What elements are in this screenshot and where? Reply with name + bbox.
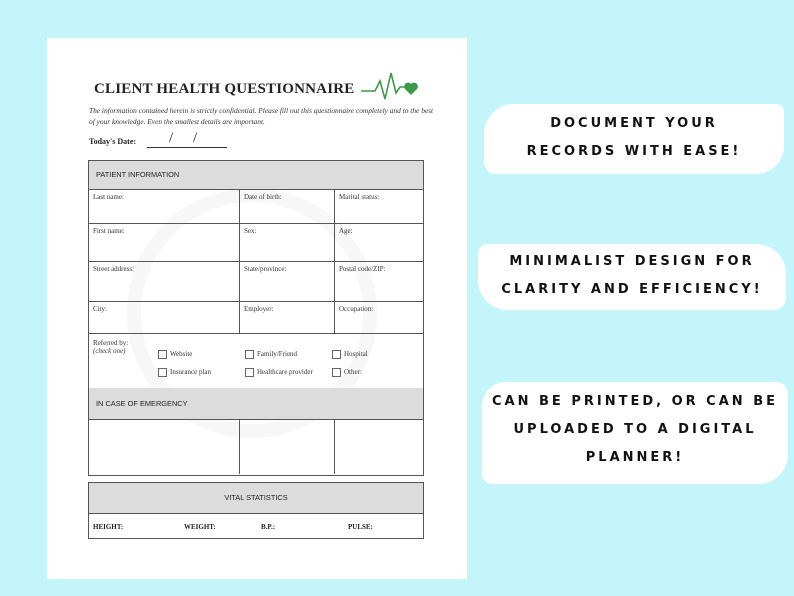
family-friend-checkbox[interactable] <box>245 350 254 359</box>
date-separator: / <box>169 130 174 146</box>
banner3-line3: PLANNER! <box>585 450 685 465</box>
healthcare-provider-label: Healthcare provider <box>257 368 313 376</box>
banner-print-or-digital <box>482 382 788 484</box>
bp-field[interactable]: B.P.: <box>261 523 276 531</box>
other-label: Other: <box>344 368 362 376</box>
postal-code-field[interactable]: Postal code/ZIP: <box>334 261 423 301</box>
vitals-header: VITAL STATISTICS <box>89 483 423 513</box>
other-checkbox[interactable] <box>332 368 341 377</box>
date-input-line[interactable] <box>147 147 227 148</box>
banner3-line2: UPLOADED TO A DIGITAL <box>513 422 757 437</box>
banner1-line1: DOCUMENT YOUR <box>550 116 718 131</box>
hospital-label: Hospital <box>344 350 368 358</box>
state-province-field[interactable]: State/province: <box>239 261 334 301</box>
first-name-field[interactable]: First name: <box>89 223 239 261</box>
banner2-line1: MINIMALIST DESIGN FOR <box>509 254 755 269</box>
family-friend-label: Family/Friend <box>257 350 298 358</box>
heartbeat-heart-icon <box>361 71 423 101</box>
age-field[interactable]: Age: <box>334 223 423 261</box>
employer-field[interactable]: Employer: <box>239 301 334 333</box>
last-name-field[interactable]: Last name: <box>89 189 239 223</box>
emergency-relation-field[interactable] <box>239 419 334 474</box>
referral-row <box>89 333 423 388</box>
website-checkbox[interactable] <box>158 350 167 359</box>
patient-info-header: PATIENT INFORMATION <box>89 161 423 189</box>
vitals-row <box>89 513 423 538</box>
emergency-section <box>88 388 424 476</box>
referred-hint: (check one) <box>93 347 126 355</box>
occupation-field[interactable]: Occupation: <box>334 301 423 333</box>
patient-info-section <box>88 160 424 389</box>
referred-label: Referred by: <box>93 339 129 347</box>
hospital-checkbox[interactable] <box>332 350 341 359</box>
dob-field[interactable]: Date of birth: <box>239 189 334 223</box>
intro-text: The information contained herein is strictly confidential. Please fill out this questionnaire completely and to the best of your knowledge. Even the smallest details are important. <box>89 106 434 126</box>
insurance-plan-checkbox[interactable] <box>158 368 167 377</box>
emergency-header: IN CASE OF EMERGENCY <box>89 388 423 419</box>
city-field[interactable]: City: <box>89 301 239 333</box>
sex-field[interactable]: Sex: <box>239 223 334 261</box>
insurance-plan-label: Insurance plan <box>170 368 212 376</box>
banner-minimalist-design <box>478 244 786 310</box>
banner1-line2: RECORDS WITH EASE! <box>526 144 742 159</box>
banner3-line1: CAN BE PRINTED, OR CAN BE <box>492 394 778 409</box>
questionnaire-page <box>47 38 467 579</box>
banner2-line2: CLARITY AND EFFICIENCY! <box>501 282 763 297</box>
healthcare-provider-checkbox[interactable] <box>245 368 254 377</box>
marital-status-field[interactable]: Marital status: <box>334 189 423 223</box>
banner-document-records <box>484 104 784 174</box>
height-field[interactable]: HEIGHT: <box>93 523 124 531</box>
date-label: Today's Date: <box>89 137 137 146</box>
pulse-field[interactable]: PULSE: <box>348 523 373 531</box>
emergency-phone-field[interactable] <box>334 419 423 474</box>
vitals-section <box>88 482 424 539</box>
form-title: CLIENT HEALTH QUESTIONNAIRE <box>94 81 355 97</box>
weight-field[interactable]: WEIGHT: <box>184 523 216 531</box>
website-label: Website <box>170 350 193 358</box>
emergency-contact-field[interactable] <box>89 419 239 474</box>
street-address-field[interactable]: Street address: <box>89 261 239 301</box>
date-separator: / <box>193 130 198 146</box>
